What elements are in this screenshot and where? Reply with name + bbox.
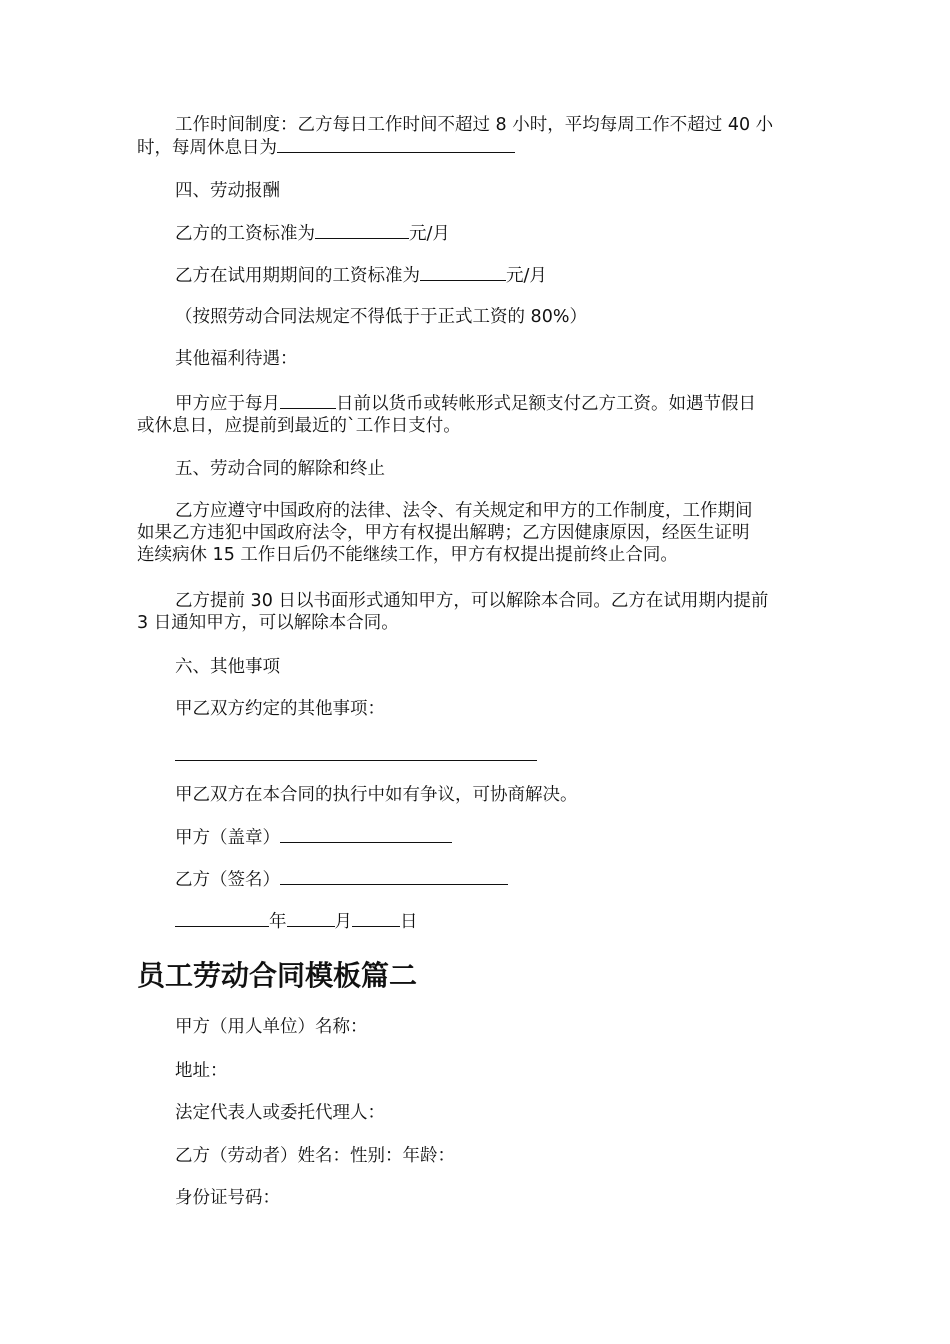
work-time-line-1: 工作时间制度：乙方每日工作时间不超过 8 小时，平均每周工作不超过 40 小 — [175, 115, 774, 135]
month-label: 月 — [334, 912, 352, 932]
party-b-info-line — [137, 1145, 817, 1167]
party-b-sign-label: 乙方（签名） — [175, 870, 280, 890]
other-matters-line — [137, 698, 817, 720]
party-a-seal-label: 甲方（盖章） — [175, 828, 280, 848]
termination-line-3: 连续病休 15 工作日后仍不能继续工作，甲方有权提出提前终止合同。 — [137, 545, 678, 565]
date-line — [137, 910, 817, 933]
party-b-info-label: 乙方（劳动者）姓名：性别：年龄： — [175, 1146, 455, 1166]
payment-paragraph — [137, 392, 817, 437]
work-time-line-2: 时，每周休息日为 — [137, 138, 277, 158]
other-matters-blank-line — [175, 760, 537, 761]
party-a-name-line — [137, 1016, 817, 1038]
welfare-text: 其他福利待遇： — [175, 349, 298, 369]
notice-line-1: 乙方提前 30 日以书面形式通知甲方，可以解除本合同。乙方在试用期内提前 — [175, 591, 769, 611]
work-time-paragraph — [137, 114, 817, 159]
section-heading-6 — [137, 656, 817, 678]
year-label: 年 — [269, 912, 287, 932]
party-a-seal-blank — [280, 826, 452, 843]
notice-paragraph — [137, 590, 817, 634]
trial-note-line — [137, 306, 817, 328]
address-label: 地址： — [175, 1061, 228, 1081]
party-a-name-label: 甲方（用人单位）名称： — [175, 1017, 368, 1037]
heading-6-text: 六、其他事项 — [175, 657, 280, 677]
party-b-sign-blank — [280, 868, 508, 885]
salary-line — [137, 222, 817, 245]
notice-line-2: 3 日通知甲方，可以解除本合同。 — [137, 613, 399, 633]
trial-salary-blank — [420, 264, 506, 281]
section-heading-5 — [137, 458, 817, 480]
salary-label: 乙方的工资标准为 — [175, 224, 315, 244]
day-blank — [352, 910, 400, 927]
dispute-line — [137, 784, 817, 806]
party-b-sign-line — [137, 868, 817, 891]
trial-salary-line — [137, 264, 817, 287]
termination-line-1: 乙方应遵守中国政府的法律、法令、有关规定和甲方的工作制度，工作期间 — [175, 501, 753, 521]
payment-line-2: 或休息日，应提前到最近的`工作日支付。 — [137, 416, 461, 436]
legal-rep-label: 法定代表人或委托代理人： — [175, 1103, 385, 1123]
legal-rep-line — [137, 1102, 817, 1124]
trial-salary-unit: 元/月 — [506, 266, 547, 286]
trial-note-text: （按照劳动合同法规定不得低于于正式工资的 80%） — [175, 307, 587, 327]
salary-blank — [315, 222, 409, 239]
month-blank — [287, 910, 335, 927]
payment-line-1-suffix: 日前以货币或转帐形式足额支付乙方工资。如遇节假日 — [336, 394, 756, 414]
heading-5-text: 五、劳动合同的解除和终止 — [175, 459, 385, 479]
dispute-text: 甲乙双方在本合同的执行中如有争议，可协商解决。 — [175, 785, 578, 805]
welfare-line — [137, 348, 817, 370]
id-number-label: 身份证号码： — [175, 1188, 280, 1208]
trial-salary-label: 乙方在试用期期间的工资标准为 — [175, 266, 420, 286]
party-a-seal-line — [137, 826, 817, 849]
day-label: 日 — [400, 912, 418, 932]
termination-line-2: 如果乙方违犯中国政府法令，甲方有权提出解聘；乙方因健康原因，经医生证明 — [137, 523, 750, 543]
section-2-title: 员工劳动合同模板篇二 — [137, 959, 418, 992]
other-matters-text: 甲乙双方约定的其他事项： — [175, 699, 385, 719]
id-number-line — [137, 1187, 817, 1209]
section-heading-4 — [137, 180, 817, 202]
heading-4-text: 四、劳动报酬 — [175, 181, 280, 201]
address-line — [137, 1060, 817, 1082]
year-blank — [175, 910, 269, 927]
termination-paragraph — [137, 500, 817, 566]
payment-line-1-prefix: 甲方应于每月 — [175, 394, 280, 414]
rest-day-blank — [277, 136, 515, 153]
pay-day-blank — [280, 392, 336, 409]
salary-unit: 元/月 — [409, 224, 450, 244]
